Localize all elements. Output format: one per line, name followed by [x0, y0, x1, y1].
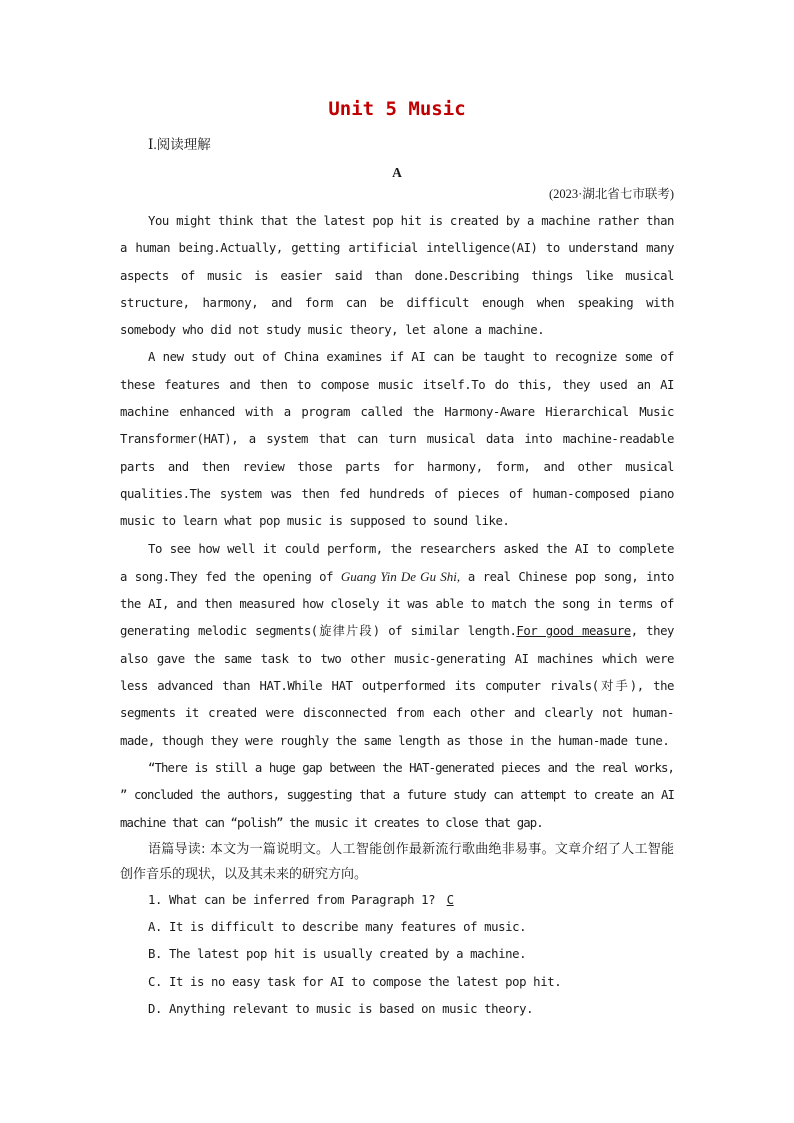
passage-label: A [392, 165, 402, 180]
paragraph-3-part-b: a real Chinese pop song, into the AI, and then measured how closely it was able to match the song in terms of generating melodic segments(旋律片段) of similar length. [120, 569, 674, 639]
section-heading: Ⅰ.阅读理解 [148, 137, 211, 152]
paragraph-3 [120, 536, 674, 755]
option-a: A. It is difficult to describe many features of music. [148, 920, 527, 935]
paragraph-4: “There is still a huge gap between the HAT-generated pieces and the real works, ” concluded the authors, suggesting that a future study can attempt to create an AI machine that can “polish” the music it creates to close that gap. [120, 760, 674, 830]
option-d: D. Anything relevant to music is based on music theory. [148, 1002, 534, 1017]
option-b: B. The latest pop hit is usually created by a machine. [148, 947, 527, 962]
song-title: Guang Yin De Gu Shi, [340, 568, 461, 584]
paragraph-3-part-a: To see how well it could perform, the researchers asked the AI to complete a song.They fed the opening of [120, 541, 674, 584]
reading-guide: 语篇导读: 本文为一篇说明文。人工智能创作最新流行歌曲绝非易事。文章介绍了人工智能创作音乐的现状，以及其未来的研究方向。 [120, 841, 674, 882]
option-c: C. It is no easy task for AI to compose the latest pop hit. [148, 974, 562, 989]
paragraph-1: You might think that the latest pop hit is created by a machine rather than a human being.Actually, getting artificial intelligence(AI) to understand many aspects of music is easier said than done.Describing things like musical structure, harmony, and form can be difficult enough when speaking with somebody who did not study music theory, let alone a machine. [120, 214, 674, 338]
paragraph-2: A new study out of China examines if AI can be taught to recognize some of these features and then to compose music itself.To do this, they used an AI machine enhanced with a program called the Harmony-Aware Hierarchical Music Transformer(HAT), a system that can turn musical data into machine-readable parts and then review those parts for harmony, form, and other musical qualities.The system was then fed hundreds of pieces of human-composed piano music to learn what pop music is supposed to sound like. [120, 350, 674, 529]
underlined-phrase: For good measure [516, 624, 631, 639]
question-1-text: 1. What can be inferred from Paragraph 1? [148, 892, 436, 907]
passage-source: (2023·湖北省七市联考) [549, 187, 674, 201]
question-1-stem [148, 887, 674, 914]
document-page [120, 96, 674, 1023]
question-1-answer: C [446, 892, 454, 907]
paragraph-3-part-c: , they also gave the same task to two other music-generating AI machines which were less advanced than HAT.While HAT outperformed its computer rivals(对手), the segments it created were disconnected from each other and clearly not human-made, though they were roughly the same length as those in the human-made tune. [120, 624, 674, 748]
unit-title: Unit 5 Music [328, 98, 466, 120]
